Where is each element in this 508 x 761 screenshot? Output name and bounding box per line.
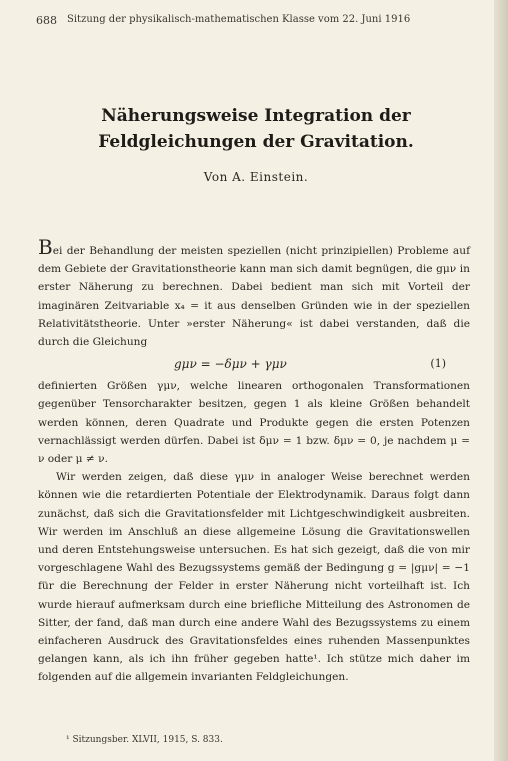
article-title: Näherungsweise Integration der Feldgleichungen der Gravitation.	[98, 106, 414, 152]
paragraph-1-text: ei der Behandlung der meisten speziellen (nicht prinzipiellen) Probleme auf dem Gebiete der Gravitationstheorie kann man sich damit begnügen, die gμν in erster Näherung zu berechnen. Dabei bedient man sich mit Vorteil der imaginären Zeitvariable x₄ = it aus denselben Gründen wie in der speziellen Relativitätstheorie. Unter »erster Näherung« ist dabei verstanden, daß die durch die Gleichung	[38, 245, 470, 349]
drop-cap: B	[38, 235, 53, 259]
running-title: Sitzung der physikalisch-mathematischen Klasse vom 22. Juni 1916	[67, 14, 411, 25]
paragraph-3: Wir werden zeigen, daß diese γμν in analoger Weise berechnet werden können wie die retardierten Potentiale der Elektrodynamik. Daraus folgt dann zunächst, daß sich die Gravitationsfelder mit Lichtgeschwindigkeit ausbreiten. Wir werden im Anschluß an diese allgemeine Lösung die Gravitationswellen und deren Entstehungsweise untersuchen. Es hat sich gezeigt, daß die von mir vorgeschlagene Wahl des Bezugssystems gemäß der Bedingung g = |gμν| = −1 für die Berechnung der Felder in erster Näherung nicht vorteilhaft ist. Ich wurde hierauf aufmerksam durch eine briefliche Mitteilung des Astronomen de Sitter, der fand, daß man durch eine andere Wahl des Bezugssystems zu einem einfacheren Ausdruck des Gravitationsfeldes eines ruhenden Massenpunktes gelangen kann, als ich ihn früher gegeben hatte¹. Ich stütze mich daher im folgenden auf die allgemein invarianten Feldgleichungen.	[38, 471, 470, 684]
paragraph-1	[38, 235, 470, 351]
footnote: ¹ Sitzungsber. XLVII, 1915, S. 833.	[66, 735, 223, 745]
author-line: Von A. Einstein.	[203, 170, 309, 184]
equation-number: (1)	[430, 357, 446, 371]
paragraph-2: definierten Größen γμν, welche linearen orthogonalen Transformationen gegenüber Tensorcharakter besitzen, gegen 1 als kleine Größen behandelt werden können, deren Quadrate und Produkte gegen die ersten Potenzen vernachlässigt werden dürfen. Dabei ist δμν = 1 bzw. δμν = 0, je nachdem μ = ν oder μ ≠ ν.	[38, 380, 470, 466]
equation-expression: gμν = −δμν + γμν	[174, 357, 287, 372]
page-edge-shadow	[494, 0, 508, 761]
equation-1	[38, 353, 470, 375]
running-header	[36, 14, 476, 27]
page-number: 688	[36, 14, 57, 27]
article-body	[38, 235, 470, 687]
